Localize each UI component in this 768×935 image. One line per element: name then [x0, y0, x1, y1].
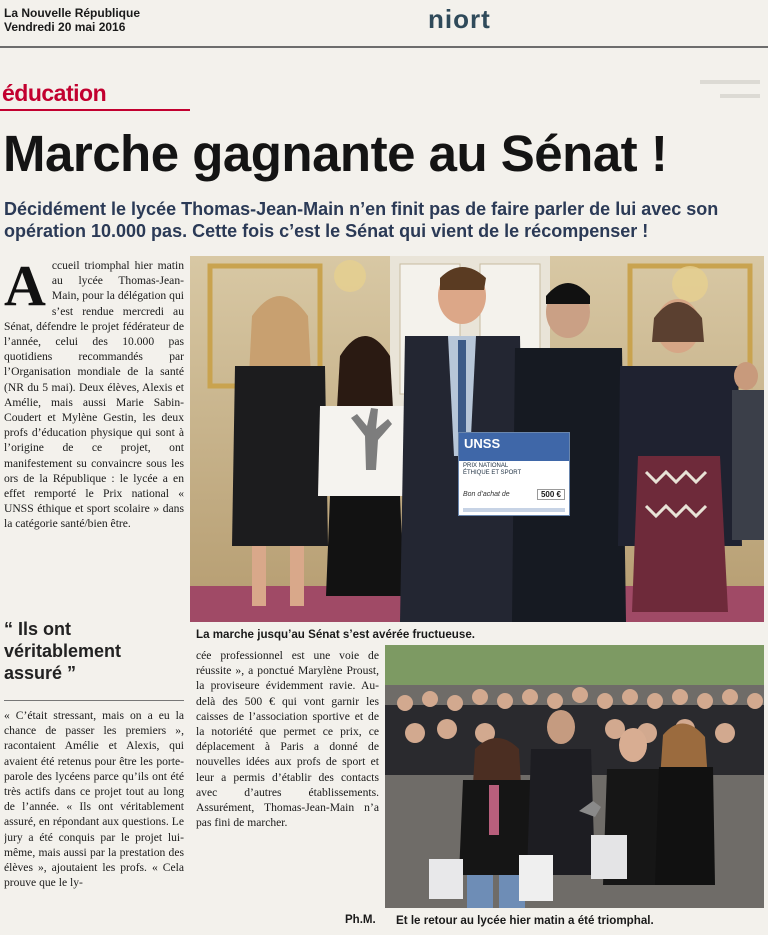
section-city: niort	[428, 4, 491, 34]
cheque-amount: 500 €	[537, 489, 565, 500]
cheque-line-2: ÉTHIQUE ET SPORT	[463, 470, 522, 476]
school-photo	[385, 645, 764, 908]
masthead	[4, 6, 140, 34]
school-photo-caption: Et le retour au lycée hier matin a été triomphal.	[396, 914, 654, 927]
byline: Ph.M.	[345, 914, 376, 926]
issue-date: Vendredi 20 mai 2016	[4, 20, 126, 34]
lead-paragraph	[4, 258, 184, 610]
cheque-footer-logos	[463, 508, 565, 512]
school-photo-illustration	[385, 645, 764, 908]
cheque-voucher-label: Bon d’achat de	[463, 491, 510, 498]
cheque-brand: UNSS	[459, 433, 569, 461]
top-rule	[0, 46, 768, 48]
body-column-1: « C’était stressant, mais on a eu la chance de passer les premiers », racontaient Amélie et Alexis, qui avaient été retenus pour être les porte-parole des lycéens parce qu’ils ont été très actifs dans ce projet tout au long de l’année. « Ils ont véritablement assuré, en répondant aux questions. Le jury a été conquis par le projet lui-même, mais aussi par la prestation des élèves », ajoutaient les profs. « Cela prouve que le ly-	[4, 709, 184, 890]
cheque-line-1: PRIX NATIONAL	[463, 463, 509, 469]
standfirst: Décidément le lycée Thomas-Jean-Main n’en finit pas de faire parler de lui avec son opération 10.000 pas. Cette fois c’est le Sénat qui vient de le récompenser !	[4, 199, 719, 241]
drop-cap: A	[4, 258, 46, 318]
unss-cheque	[458, 432, 570, 516]
newspaper-name: La Nouvelle République	[4, 6, 141, 20]
body-column-2-text: cée professionnel est une voie de réussite », a ponctué Marylène Proust, la proviseure évidemment ravie. Au-delà des 500 € qui vont garnir les caisses de l’association sportive et de la notoriété que permet ce prix, ce déplacement à Paris a donné de nouvelles idées aux profs de sport et leur a permis d’établir des contacts avec d’autres établissements. Assurément, Thomas-Jean-Main n’a pas fini de marcher.	[196, 649, 379, 830]
bleed-through	[180, 60, 768, 120]
quote-subhead: “ Ils ont véritablement assuré ”	[4, 619, 122, 683]
cheque-title	[459, 461, 569, 479]
section-kicker: éducation	[2, 80, 107, 106]
senate-photo	[190, 256, 764, 622]
body-column-2	[196, 648, 379, 910]
kicker-rule	[0, 109, 190, 111]
senate-photo-caption: La marche jusqu’au Sénat s’est avérée fructueuse.	[196, 628, 476, 641]
lead-text: ccueil triomphal hier matin au lycée Thomas-Jean-Main, pour la délégation qui s’est rendue mercredi au Sénat, défendre le projet fédérateur de l’année, celui des 10.000 pas quotidiens recommandés par l’Organisation mondiale de la santé (NR du 5 mai). Deux élèves, Alexis et Amélie, mais aussi Marie Sabin-Coudert et Mylène Gestin, les deux profs d’éducation physique qui sont à l’origine de ce projet, ont manifestement su convaincre sous les ors de la République : le lycée a en effet remporté le Prix national « UNSS éthique et sport scolaire » dans la catégorie santé/bien être.	[4, 259, 184, 531]
subhead-rule	[4, 700, 184, 701]
headline: Marche gagnante au Sénat !	[3, 125, 668, 182]
